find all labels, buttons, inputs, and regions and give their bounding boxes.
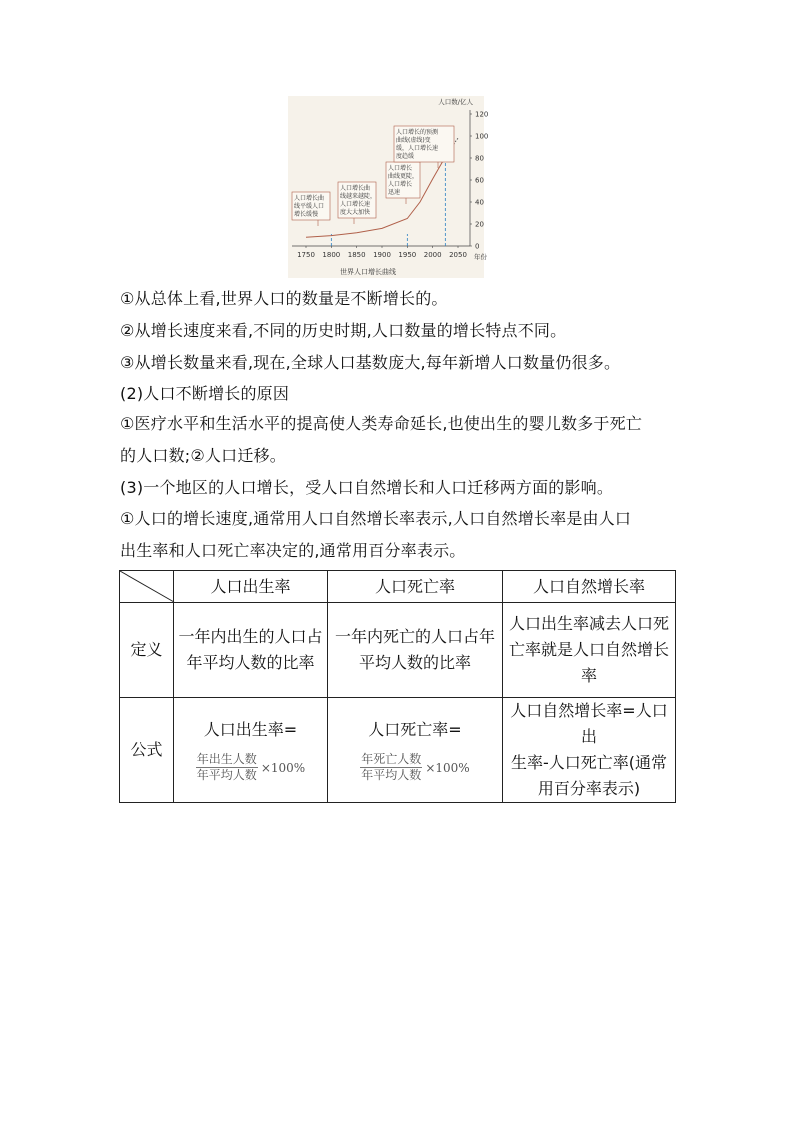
annotation-text: 迅速 [388,189,401,196]
numerator: 年出生人数 [196,752,257,766]
annotation-text: 人口增长的预测 [396,129,439,136]
chart-annotations [292,126,454,226]
formula-cell [503,698,676,803]
annotation-text: 曲线(虚线)变 [396,137,431,144]
cell-line: 率 [580,666,597,685]
x-tick-label: 1850 [347,251,366,259]
annotation-text: 人口增长 [388,181,413,188]
text-line: 的人口数;②人口迁移。 [120,446,286,465]
denominator: 年平均人数 [196,768,257,782]
text-line: ①人口的增长速度,通常用人口自然增长率表示,人口自然增长率是由人口 [120,509,632,528]
annotation-text: 缓，人口增长速 [396,145,439,152]
table-header-row [120,571,676,603]
cell-line: 人口自然增长率=人口出 [510,701,668,746]
annotation-text: 度趋缓 [396,153,415,160]
x-tick-label: 1750 [297,251,315,259]
factor: ×100% [425,760,470,775]
x-tick-label: 2000 [423,251,442,259]
table-row-definition [120,603,676,698]
y-tick-label: 120 [475,110,489,119]
definition-cell [174,603,328,698]
cell-line: 生率-人口死亡率(通常 [510,753,668,772]
definition-cell [328,603,503,698]
x-tick-label: 2050 [449,251,467,259]
x-axis-unit: 年份 [474,253,487,261]
text-line: (3)一个地区的人口增长，受人口自然增长和人口迁移两方面的影响。 [120,478,614,497]
header-cell: 人口自然增长率 [503,571,676,603]
annotation-text: 线平缓人口 [294,203,325,210]
denominator: 年平均人数 [361,768,422,782]
y-tick-label: 60 [475,176,484,185]
section-heading: (2)人口不断增长的原因 [120,384,290,403]
text-line: ③从增长数量来看,现在,全球人口基数庞大,每年新增人口数量仍很多。 [120,353,621,372]
row-label: 定义 [120,603,174,698]
cell-line: 用百分率表示) [537,779,641,798]
y-tick-label: 40 [475,198,484,207]
row-label: 公式 [120,698,174,803]
cell-line: 平均人数的比率 [358,653,471,672]
fraction [196,752,305,783]
x-tick-label: 1800 [322,251,341,259]
y-tick-label: 100 [475,132,489,141]
y-tick-label: 0 [475,242,480,251]
x-tick-label: 1900 [373,251,391,259]
formula-lead: 人口出生率= [203,720,298,739]
cell-line: 一年内出生的人口占 [178,627,323,646]
numerator: 年死亡人数 [361,752,422,766]
annotation-text: 增长缓慢 [294,211,319,218]
population-growth-figure [288,96,489,278]
annotation-text: 人口增长曲 [340,185,371,192]
table-row-formula [120,698,676,803]
annotation-text: 度大大加快 [340,209,371,216]
cell-line: 亡率就是人口自然增长 [508,640,669,659]
y-axis-title: 人口数/亿人 [438,98,473,106]
diagonal-line [120,571,174,602]
population-chart [288,96,489,278]
text-line: ①从总体上看,世界人口的数量是不断增长的。 [120,289,448,308]
annotation-text: 人口增长 [388,165,413,172]
text-line: 出生率和人口死亡率决定的,通常用百分率表示。 [120,541,466,560]
annotation-text: 人口增长曲 [294,195,325,202]
header-cell: 人口出生率 [174,571,328,603]
annotation-text: 曲线更陡， [388,173,419,180]
annotation-text: 人口增长速 [340,201,371,208]
text-line: ①医疗水平和生活水平的提高使人类寿命延长,也使出生的婴儿数多于死亡 [120,414,643,433]
cell-line: 一年内死亡的人口占年 [334,627,495,646]
figure-caption: 世界人口增长曲线 [340,268,396,276]
cell-line: 年平均人数的比率 [186,653,315,672]
y-tick-label: 20 [475,220,484,229]
definition-cell [503,603,676,698]
cell-line: 人口出生率减去人口死 [508,614,669,633]
text-line: ②从增长速度来看,不同的历史时期,人口数量的增长特点不同。 [120,321,567,340]
x-tick-label: 1950 [398,251,417,259]
y-tick-label: 80 [475,154,484,163]
factor: ×100% [260,760,306,775]
header-cell: 人口死亡率 [328,571,503,603]
formula-lead: 人口死亡率= [368,720,462,739]
corner-cell [120,571,174,603]
population-rate-table [119,570,676,803]
formula-cell [328,698,503,803]
annotation-text: 线越来越陡， [340,193,377,200]
fraction [360,752,469,783]
formula-cell [174,698,328,803]
